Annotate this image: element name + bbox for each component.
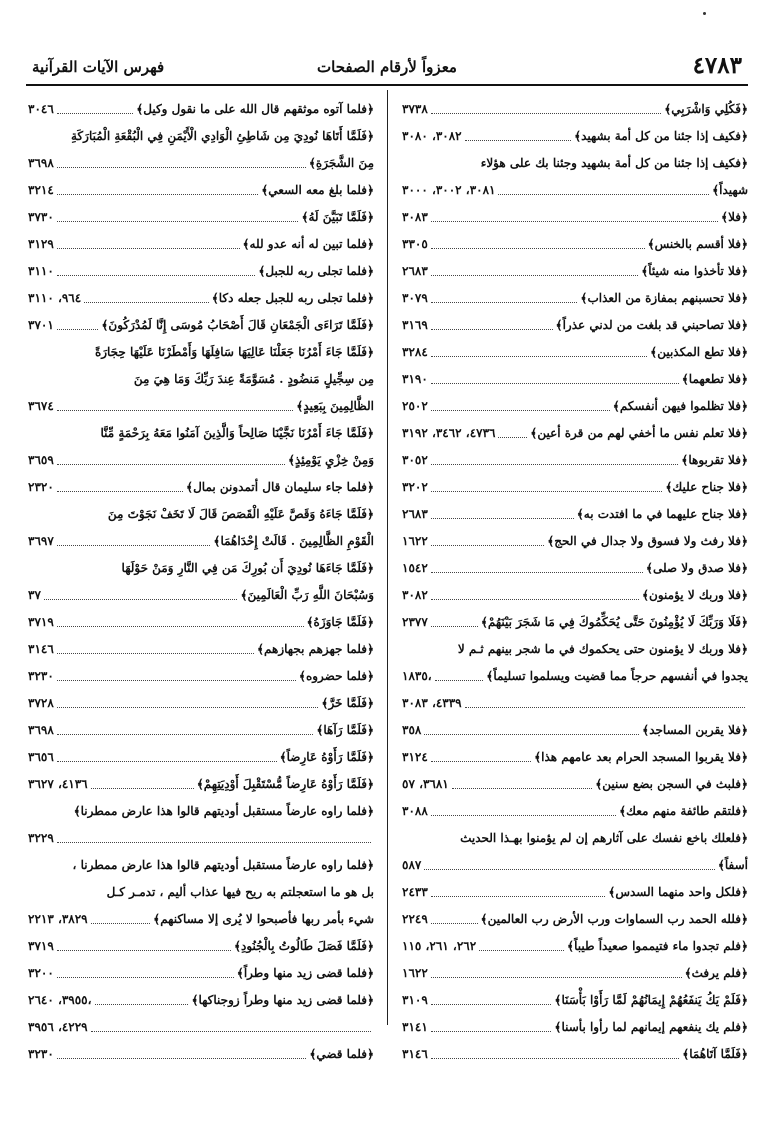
page-references: ١٥٤٢ xyxy=(402,561,428,575)
verse-text: ﴿فَلَمَّا تَرَاءَى الْجَمْعَانِ قَالَ أَصْحَابُ مُوسَى إِنَّا لَمُدْرَكُونَ﴾ xyxy=(101,318,374,332)
index-entry xyxy=(402,441,748,468)
page-references: ٣٥٨ xyxy=(402,723,422,737)
dot-leader xyxy=(57,545,211,546)
page-references: ٣١٩٠ xyxy=(402,372,428,386)
index-entry xyxy=(28,954,374,981)
page-references: ٣١٢٩ xyxy=(28,237,54,251)
index-entry xyxy=(402,90,748,117)
page-references: ٤٣٣٩، ٣٠٨٣ xyxy=(402,696,462,710)
verse-text: ﴿فلما تجلى ربه للجبل جعله دكا﴾ xyxy=(211,291,374,305)
verse-text: ﴿فَلَمَّا رَأَوْهُ عَارِضاً مُّسْتَقْبِلَ أَوْدِيَتِهِمْ﴾ xyxy=(196,777,374,791)
index-entry xyxy=(402,792,748,819)
dot-leader xyxy=(57,626,304,627)
verse-text: ﴿فلا أقسم بالخنس﴾ xyxy=(647,237,748,251)
dot-leader xyxy=(498,437,527,438)
index-entry xyxy=(402,360,748,387)
verse-text: مِن سِجِّيلٍ مَنضُودٍ . مُسَوَّمَةً عِندَ رَبِّكَ وَمَا هِيَ مِنَ xyxy=(133,372,374,386)
index-entry xyxy=(28,495,374,522)
dot-leader xyxy=(57,1058,307,1059)
page-references: ٣٠٥٢ xyxy=(402,453,428,467)
verse-text: ﴿فلا تصاحبني قد بلغت من لدني عذراً﴾ xyxy=(555,318,748,332)
page-header xyxy=(26,52,748,82)
index-entry xyxy=(28,117,374,144)
dot-leader xyxy=(431,491,663,492)
dot-leader xyxy=(465,140,571,141)
index-entry xyxy=(28,765,374,792)
page-references: ٣٢١٤ xyxy=(28,183,54,197)
page-references: ٥٨٧ xyxy=(402,858,422,872)
page-number: ٤٧٨٣ xyxy=(692,52,742,79)
page-references: ٣٢٨٤ xyxy=(402,345,428,359)
index-entry xyxy=(402,738,748,765)
index-entry xyxy=(402,603,748,630)
dot-leader xyxy=(57,842,371,843)
page-references: ٣٠٨٨ xyxy=(402,804,428,818)
index-entry xyxy=(402,333,748,360)
verse-text: ﴿فلما بلغ معه السعي﴾ xyxy=(261,183,374,197)
index-entry xyxy=(28,468,374,495)
verse-text: ﴿فلكل واحد منهما السدس﴾ xyxy=(608,885,748,899)
dot-leader xyxy=(57,167,306,168)
page-references: ٣١٤٦ xyxy=(402,1047,428,1061)
verse-text: ﴿فكيف إذا جئنا من كل أمة بشهيد وجئنا بك على هؤلاء xyxy=(480,156,748,170)
page-references: ٢٦٨٣ xyxy=(402,507,428,521)
page-references: ٣٠٨٢، ٣٠٨٠ xyxy=(402,129,462,143)
dot-leader xyxy=(452,788,593,789)
page-references: ٣١٢٤ xyxy=(402,750,428,764)
dot-leader xyxy=(91,923,151,924)
verse-text: ﴿فلما جهزهم بجهازهم﴾ xyxy=(257,642,374,656)
verse-text: ﴿فَلَمَّا آتَاهُمَا﴾ xyxy=(682,1047,748,1061)
page-references: ٣١٦٩ xyxy=(402,318,428,332)
dot-leader xyxy=(431,410,610,411)
index-entry xyxy=(28,198,374,225)
dot-leader xyxy=(431,518,574,519)
verse-text: ﴿فلعلك باخع نفسك على آثارهم إن لم يؤمنوا بهـذا الحديث xyxy=(460,831,748,845)
page-references: ٣٠٧٩ xyxy=(402,291,428,305)
index-entry xyxy=(402,549,748,576)
page-references: ٣٢٣٠ xyxy=(28,1047,54,1061)
index-entry xyxy=(402,765,748,792)
dot-leader xyxy=(479,950,564,951)
page-references: ٣٢٠٠ xyxy=(28,966,54,980)
index-entry xyxy=(402,171,748,198)
index-entry xyxy=(402,117,748,144)
verse-text: ﴿فلتقم طائفة منهم معك﴾ xyxy=(619,804,748,818)
page-references: ٢٥٠٢ xyxy=(402,399,428,413)
verse-text: ﴿فلا تحسبنهم بمفازة من العذاب﴾ xyxy=(580,291,748,305)
dot-leader xyxy=(84,302,209,303)
page-references: ٣٢٠٢ xyxy=(402,480,428,494)
verse-text: ﴿فَلَمَّا جَاوَزَهُ﴾ xyxy=(306,615,374,629)
dot-leader xyxy=(57,113,133,114)
verse-text: ﴿فَلَمَّا تَبَيَّنَ لَهُ﴾ xyxy=(301,210,374,224)
index-entry xyxy=(402,306,748,333)
verse-text: ﴿فَلَمَّا جَاءَ أَمْرُنَا جَعَلْنَا عَالِيَهَا سَافِلَهَا وَأَمْطَرْنَا عَلَيْهَا حِجَارَةً xyxy=(94,345,374,359)
verse-text: ﴿فلا وربك لا يؤمنون حتى يحكموك في ما شجر بينهم ثـم لا xyxy=(457,642,748,656)
page-references: ٣٧ xyxy=(28,588,41,602)
dot-leader xyxy=(57,761,277,762)
page-references: ٣٦٩٧ xyxy=(28,534,54,548)
dot-leader xyxy=(91,788,194,789)
page-references: ١٦٢٢ xyxy=(402,534,428,548)
dot-leader xyxy=(57,329,99,330)
verse-text: ﴿فلم يرفث﴾ xyxy=(684,966,748,980)
index-entry xyxy=(28,225,374,252)
index-entry xyxy=(28,792,374,819)
verse-text: وَسُبْحَانَ اللَّهِ رَبِّ الْعَالَمِينَ﴾ xyxy=(240,588,374,602)
verse-text: ﴿فلما راوه عارضاً مستقبل أوديتهم قالوا هذا عارض ممطرنا﴾ xyxy=(73,804,374,818)
index-entry xyxy=(28,927,374,954)
verse-text: ﴿فلما حضروه﴾ xyxy=(298,669,374,683)
page-references: ٣١١٠ xyxy=(28,264,54,278)
index-entry xyxy=(28,90,374,117)
verse-text: ﴿فلما قضي﴾ xyxy=(309,1047,374,1061)
dot-leader xyxy=(95,1004,189,1005)
dot-leader xyxy=(57,734,314,735)
verse-text: ﴿فَلَمَّا جَاءَهُ وَقَصَّ عَلَيْهِ الْقَصَصَ قَالَ لَا تَخَفْ نَجَوْتَ مِنَ xyxy=(107,507,374,521)
page-references: ٣٠٤٦ xyxy=(28,102,54,116)
right-column xyxy=(402,90,748,1062)
dot-leader xyxy=(431,761,531,762)
index-entry xyxy=(402,657,748,684)
index-entry xyxy=(402,144,748,171)
verse-text: ﴿فَلَمَّا أَتَاهَا نُودِيَ مِن شَاطِئِ الْوَادِي الْأَيْمَنِ فِي الْبُقْعَةِ الْمُبَارَكَةِ xyxy=(71,129,374,143)
index-entry xyxy=(402,954,748,981)
index-entry xyxy=(28,1035,374,1062)
index-entry xyxy=(402,1035,748,1062)
dot-leader xyxy=(424,734,639,735)
verse-text: وَمِنْ خِزْيِ يَوْمِئِذٍ﴾ xyxy=(287,453,374,467)
index-entry xyxy=(402,198,748,225)
dot-leader xyxy=(431,356,647,357)
verse-text: ﴿فلما قضى زيد منها وطراً زوجناكها﴾ xyxy=(191,993,374,1007)
dot-leader xyxy=(431,572,643,573)
page-references: ٣٦٩٨ xyxy=(28,156,54,170)
page-references: ٩٦٤، ٣١١٠ xyxy=(28,291,82,305)
verse-text: ﴿فلم تجدوا ماء فتيمموا صعيداً طيباً﴾ xyxy=(567,939,748,953)
dot-leader xyxy=(431,599,639,600)
dot-leader xyxy=(424,869,715,870)
index-entry xyxy=(402,252,748,279)
index-entry xyxy=(402,981,748,1008)
verse-text: ﴿فَلَمَّا فَصَلَ طَالُوتُ بِالْجُنُودِ﴾ xyxy=(233,939,374,953)
page-references: ٣٧٣٨ xyxy=(402,102,428,116)
page-references: ٣٧١٩ xyxy=(28,939,54,953)
verse-text: ﴿فلبث في السجن بضع سنين﴾ xyxy=(595,777,748,791)
dot-leader xyxy=(431,1031,552,1032)
index-entry xyxy=(28,738,374,765)
verse-text: شيء بأمر ربها فأصبحوا لا يُرى إلا مساكنهم﴾ xyxy=(153,912,374,926)
index-entry xyxy=(28,279,374,306)
page-references: ١٨٣٥، xyxy=(402,669,432,683)
dot-leader xyxy=(431,221,718,222)
dot-leader xyxy=(431,275,638,276)
page-references: ٣١٤١ xyxy=(402,1020,428,1034)
verse-text: ﴿فلا تطع المكذبين﴾ xyxy=(650,345,748,359)
dot-leader xyxy=(431,1004,552,1005)
index-entry xyxy=(28,441,374,468)
verse-text: ﴿فلا يقربوا المسجد الحرام بعد عامهم هذا﴾ xyxy=(534,750,748,764)
index-entry xyxy=(402,576,748,603)
page-references: ٣٦٩٨ xyxy=(28,723,54,737)
verse-text: ﴿فَلَمَّا خَرَّ﴾ xyxy=(321,696,374,710)
page-references: ٣٠٨٢ xyxy=(402,588,428,602)
page-references: ٣١٠٩ xyxy=(402,993,428,1007)
page-references: ٣٢٣٠ xyxy=(28,669,54,683)
dot-leader xyxy=(498,194,709,195)
dot-leader xyxy=(435,680,484,681)
index-entry xyxy=(402,819,748,846)
dot-leader xyxy=(431,464,679,465)
verse-text: بل هو ما استعجلتم به ريح فيها عذاب أليم ، تدمـر كـل xyxy=(106,885,374,899)
dot-leader xyxy=(57,221,299,222)
verse-text: مِنَ الشَّجَرَةِ﴾ xyxy=(308,156,374,170)
dot-leader xyxy=(431,302,578,303)
index-entry xyxy=(402,927,748,954)
index-entry xyxy=(28,144,374,171)
verse-text: ﴿فلا وربك لا يؤمنون﴾ xyxy=(642,588,748,602)
dot-leader xyxy=(57,248,240,249)
page-references: ٤٢٢٩، ٣٩٥٦ xyxy=(28,1020,88,1034)
header-rule xyxy=(26,84,748,86)
verse-text: ﴿فلا تقربوها﴾ xyxy=(681,453,748,467)
page-references: ٢٣٧٧ xyxy=(402,615,428,629)
index-entry xyxy=(402,630,748,657)
dot-leader xyxy=(465,707,745,708)
index-entry xyxy=(28,819,374,846)
index-entry xyxy=(402,279,748,306)
verse-text: ﴿فلا يقربن المساجد﴾ xyxy=(642,723,748,737)
verse-text: ﴿فَلَا وَرَبِّكَ لَا يُؤْمِنُونَ حَتَّى يُحَكِّمُوكَ فِي مَا شَجَرَ بَيْنَهُمْ﴾ xyxy=(480,615,748,629)
index-entry xyxy=(402,711,748,738)
verse-text: ﴿فلما راوه عارضاً مستقبل أوديتهم قالوا هذا عارض ممطرنا ، xyxy=(72,858,374,872)
index-entry xyxy=(28,360,374,387)
index-entry xyxy=(402,873,748,900)
dot-leader xyxy=(57,275,256,276)
dot-leader xyxy=(57,491,183,492)
dot-leader xyxy=(44,599,238,600)
dot-leader xyxy=(57,950,231,951)
index-entry xyxy=(402,522,748,549)
dot-leader xyxy=(431,923,478,924)
index-entry xyxy=(28,630,374,657)
index-entry xyxy=(402,468,748,495)
index-entry xyxy=(402,225,748,252)
dot-leader xyxy=(431,545,544,546)
dot-leader xyxy=(57,194,258,195)
page-references: ٣٦٨١، ٥٧ xyxy=(402,777,449,791)
index-entry xyxy=(28,522,374,549)
verse-text: ﴿فَلَمَّا جَاءَ أَمْرُنَا نَجَّيْنَا صَالِحاً وَالَّذِينَ آمَنُوا مَعَهُ بِرَحْمَةٍ مِّنَّا xyxy=(100,426,374,440)
page-references: ٣٧٢٨ xyxy=(28,696,54,710)
verse-text: ﴿فلما جاء سليمان قال أتمدونن بمال﴾ xyxy=(186,480,374,494)
index-title: فهرس الآيات القرآنية xyxy=(32,58,165,76)
dot-leader xyxy=(431,329,553,330)
page-references: ٢٦٢، ٢٦١، ١١٥ xyxy=(402,939,477,953)
index-entry xyxy=(402,846,748,873)
dot-leader xyxy=(431,248,645,249)
verse-text: ﴿فَلَمْ يَكُ يَنفَعُهُمْ إِيمَانُهُمْ لَمَّا رَأَوْا بَأْسَنَا﴾ xyxy=(554,993,748,1007)
left-column xyxy=(28,90,374,1062)
index-entry xyxy=(28,603,374,630)
index-entry xyxy=(28,576,374,603)
verse-text: ﴿فلا جناح عليهما في ما افتدت به﴾ xyxy=(576,507,748,521)
running-title: معزواً لأرقام الصفحات xyxy=(317,58,457,76)
dot-leader xyxy=(431,113,661,114)
index-entry xyxy=(402,387,748,414)
verse-text: ﴿فلم يك ينفعهم إيمانهم لما رأوا بأسنا﴾ xyxy=(554,1020,748,1034)
index-entry xyxy=(402,495,748,522)
page-references: ٢٤٣٣ xyxy=(402,885,428,899)
dot-leader xyxy=(57,653,254,654)
verse-text: ﴿فَكُلِي وَاشْرَبِي﴾ xyxy=(664,102,748,116)
verse-text: ﴿فلا صدق ولا صلى﴾ xyxy=(645,561,748,575)
index-entry xyxy=(28,171,374,198)
page-references: ٢٦٨٣ xyxy=(402,264,428,278)
verse-text: ﴿فلا﴾ xyxy=(721,210,748,224)
page-references: ٣٣٠٥ xyxy=(402,237,428,251)
dot-leader xyxy=(57,410,294,411)
page-references: ٣٧٠١ xyxy=(28,318,54,332)
index-entry xyxy=(28,333,374,360)
dot-leader xyxy=(431,626,478,627)
index-entry xyxy=(28,981,374,1008)
page-references: ٤١٣٦، ٣٦٢٧ xyxy=(28,777,88,791)
page-references: ٣١٤٦ xyxy=(28,642,54,656)
index-entry xyxy=(28,684,374,711)
index-entry xyxy=(28,306,374,333)
verse-text: الظَّالِمِينَ بِبَعِيدٍ﴾ xyxy=(296,399,374,413)
verse-text: أسفاً﴾ xyxy=(717,858,748,872)
verse-text: ﴿فلا تعلم نفس ما أخفي لهم من قرة أعين﴾ xyxy=(530,426,748,440)
page-references: ١٦٢٢ xyxy=(402,966,428,980)
index-entry xyxy=(28,414,374,441)
index-entry xyxy=(402,900,748,927)
page-references: ٣٦٥٩ xyxy=(28,453,54,467)
index-entry xyxy=(28,873,374,900)
dot-leader xyxy=(57,464,285,465)
page-references: ٣٢٢٩ xyxy=(28,831,54,845)
dot-leader xyxy=(431,383,679,384)
page-references: ٤٧٣٦، ٣٤٦٢، ٣١٩٢ xyxy=(402,426,496,440)
verse-text: يجدوا في أنفسهم حرجاً مما قضيت ويسلموا تسليماً﴾ xyxy=(486,669,748,683)
verse-text: ﴿فلما تجلى ربه للجبل﴾ xyxy=(258,264,374,278)
page-references: ٣٩٥٥، ٢٦٤٠، xyxy=(28,993,92,1007)
dot-leader xyxy=(57,977,234,978)
index-entry xyxy=(28,549,374,576)
index-entry xyxy=(28,657,374,684)
verse-text: ﴿فلا تأخذوا منه شيئاً﴾ xyxy=(641,264,748,278)
verse-text: ﴿فلما قضى زيد منها وطراً﴾ xyxy=(236,966,374,980)
dot-leader xyxy=(91,1031,371,1032)
stray-mark xyxy=(703,12,706,15)
index-entry xyxy=(28,1008,374,1035)
verse-text: ﴿فلا تطعهما﴾ xyxy=(681,372,748,386)
page-references: ٣٦٧٤ xyxy=(28,399,54,413)
page-references: ٣٦٥٦ xyxy=(28,750,54,764)
index-entry xyxy=(28,387,374,414)
dot-leader xyxy=(431,815,616,816)
index-entry xyxy=(402,1008,748,1035)
verse-text: ﴿فلا جناح عليك﴾ xyxy=(665,480,748,494)
verse-text: الْقَوْمِ الظَّالِمِينَ . قَالَتْ إِحْدَاهُمَا﴾ xyxy=(213,534,374,548)
page-references: ٣٠٨٣ xyxy=(402,210,428,224)
verse-text: ﴿فكيف إذا جئنا من كل أمة بشهيد﴾ xyxy=(574,129,748,143)
verse-text: ﴿فلا تظلموا فيهن أنفسكم﴾ xyxy=(612,399,748,413)
verse-text: ﴿فَلَمَّا رَأَوْهُ عَارِضاً﴾ xyxy=(279,750,374,764)
index-entry xyxy=(402,414,748,441)
page-references: ٣٠٨١، ٣٠٠٢، ٣٠٠٠ xyxy=(402,183,496,197)
index-entry xyxy=(28,252,374,279)
dot-leader xyxy=(57,680,296,681)
dot-leader xyxy=(431,1058,679,1059)
column-divider xyxy=(387,90,388,1025)
verse-text: ﴿فلا رفث ولا فسوق ولا جدال في الحج﴾ xyxy=(547,534,748,548)
page-references: ٢٢٤٩ xyxy=(402,912,428,926)
page-references: ٢٣٢٠ xyxy=(28,480,54,494)
verse-text: شهيداً﴾ xyxy=(712,183,748,197)
index-entry xyxy=(28,900,374,927)
verse-text: ﴿فلما آتوه موثقهم قال الله على ما نقول وكيل﴾ xyxy=(136,102,374,116)
index-entry xyxy=(402,684,748,711)
index-entry xyxy=(28,846,374,873)
index-entry xyxy=(28,711,374,738)
verse-text: ﴿فَلَمَّا جَاءَهَا نُودِيَ أَن بُورِكَ مَن فِي النَّارِ وَمَنْ حَوْلَهَا xyxy=(121,561,374,575)
dot-leader xyxy=(431,977,682,978)
verse-text: ﴿فَلَمَّا رَآهَا﴾ xyxy=(316,723,374,737)
page-references: ٣٨٢٩، ٢٢١٣ xyxy=(28,912,88,926)
page-references: ٣٧١٩ xyxy=(28,615,54,629)
dot-leader xyxy=(431,896,606,897)
verse-text: ﴿فلله الحمد رب السماوات ورب الأرض رب العالمين﴾ xyxy=(480,912,748,926)
page-references: ٣٧٣٠ xyxy=(28,210,54,224)
dot-leader xyxy=(57,707,319,708)
verse-text: ﴿فلما تبين له أنه عدو لله﴾ xyxy=(242,237,374,251)
